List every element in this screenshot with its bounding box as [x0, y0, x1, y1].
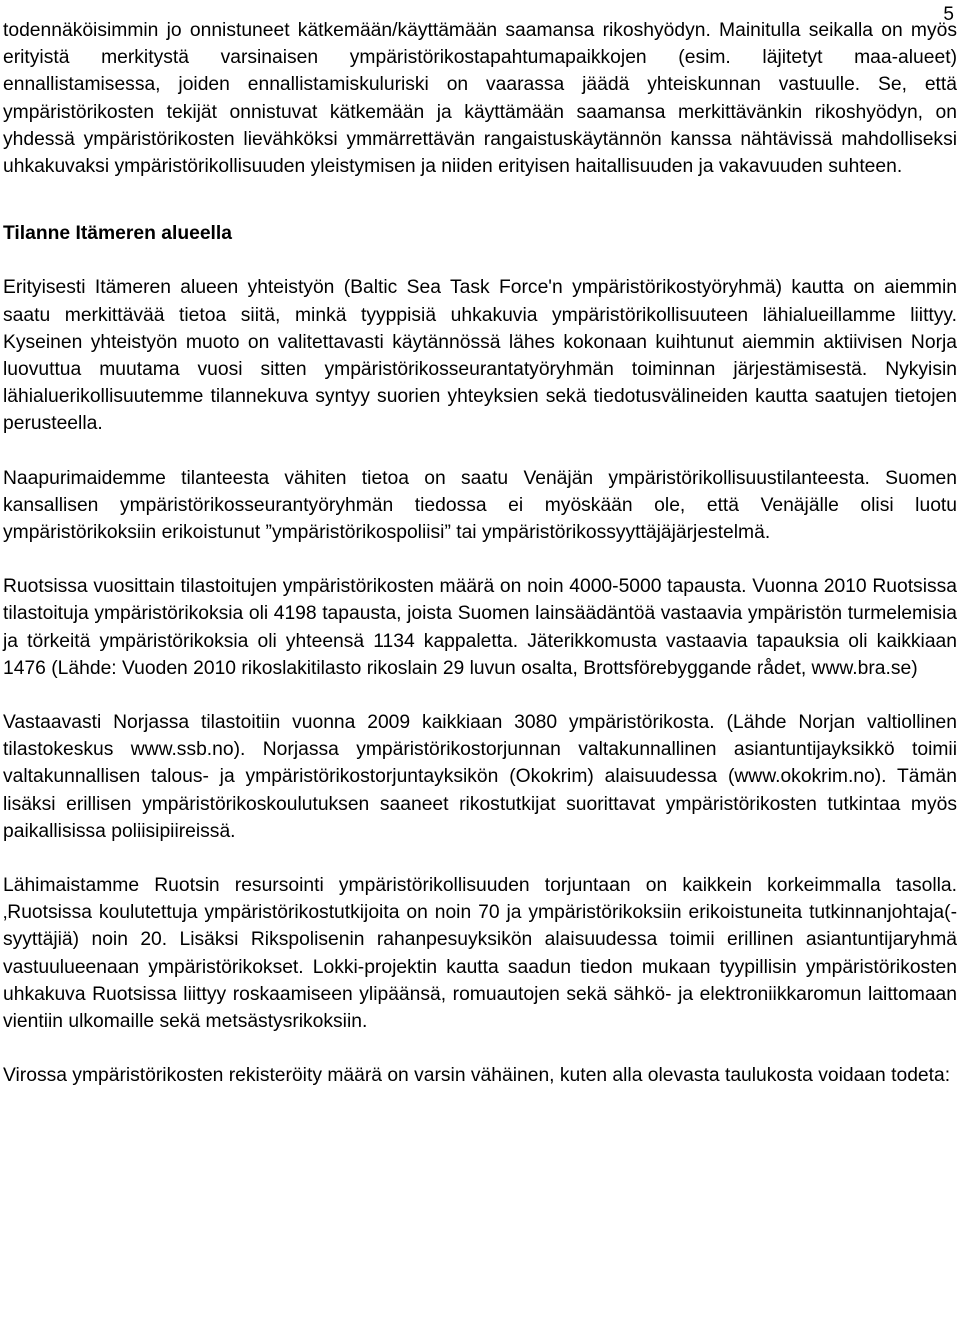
paragraph-russia: Naapurimaidemme tilanteesta vähiten tietoa on saatu Venäjän ympäristörikollisuustilanteesta. Suomen kansallisen ympäristörikosseurantyöryhmän tiedossa ei myöskään ole, että Venäjälle olisi luotu ympäristörikoksiin erikoistunut ”ympäristörikospoliisi” tai ympäristörikossyyttäjäjärjestelmä. — [3, 467, 957, 544]
paragraph-sweden-resources: Lähimaistamme Ruotsin resursointi ympäristörikollisuuden torjuntaan on kaikkein korkeimmalla tasolla. ‚Ruotsissa koulutettuja ympäristörikostutkijoita on noin 70 ja ympäristörikoksiin erikoistuneita tutkinnanjohtaja(-syyttäjiä) noin 20. Lisäksi Rikspolisenin rahanpesuyksikön alaisuudessa toimii erillinen asiantuntijaryhmä vastuulueenaan ympäristörikokset. Lokki-projektin kautta saadun tiedon mukaan tyypillisin ympäristörikosten uhkakuva Ruotsissa liittyy roskaamiseen ylipäänsä, romuautojen sekä sähkö- ja elektroniikkaromun laittomaan vientiin ulkomaille sekä metsästysrikoksiin. — [3, 875, 957, 1033]
spacer — [3, 1035, 957, 1062]
paragraph-sweden-statistics: Ruotsissa vuosittain tilastoitujen ympäristörikosten määrä on noin 4000-5000 tapausta. Vuonna 2010 Ruotsissa tilastoituja ympäristörikoksia oli 4198 tapausta, joista Suomen lainsäädäntöä vastaavia ympäristön turmelemisia ja törkeitä ympäristörikoksia oli yhteensä 1134 kappaletta. Jäterikkomusta vastaavia tapauksia oli kaikkiaan 1476 (Lähde: Vuoden 2010 rikoslakitilasto rikoslain 29 luvun osalta, Brottsförebyggande rådet, www.bra.se) — [3, 576, 957, 679]
spacer — [3, 682, 957, 709]
spacer — [3, 546, 957, 573]
spacer — [3, 438, 957, 465]
paragraph-estonia: Virossa ympäristörikosten rekisteröity määrä on varsin vähäinen, kuten alla olevasta taulukosta voidaan todeta: — [3, 1065, 951, 1087]
spacer — [3, 845, 957, 872]
spacer — [3, 180, 957, 220]
paragraph-intro: todennäköisimmin jo onnistuneet kätkemään/käyttämään saamansa rikoshyödyn. Mainitulla seikalla on myös erityistä merkitystä varsinaisen ympäristörikostapahtumapaikkojen (esim. läjitetyt maa-alueet) ennallistamisessa, joiden ennallistamiskuluriski on vaarassa jäädä yhteiskunnan vastuulle. Se, että ympäristörikosten tekijät onnistuvat kätkemään ja käyttämään saamansa merkittävänkin rikoshyödyn, on yhdessä ympäristörikosten lievähköksi ymmärrettävän rangaistuskäytännön kanssa nähtävissä mahdolliseksi uhkakuvaksi ympäristörikollisuuden yleistymisen ja niiden erityisen haitallisuuden ja vakavuuden suhteen. — [3, 20, 957, 178]
paragraph-baltic-cooperation: Erityisesti Itämeren alueen yhteistyön (Baltic Sea Task Force'n ympäristörikostyöryhmä) kautta on aiemmin saatu merkittävää tietoa siitä, minkä tyyppisiä uhkakuvia ympäristörikollisuuteen lähialueillamme liittyy. Kyseinen yhteistyön muoto on valitettavasti käytännössä lähes kokonaan kuihtunut aiemmin aktiivisen Norja luovuttua muutama vuosi sitten ympäristörikosseurantatyöryhmän toiminnan järjestämisestä. Nykyisin lähialuerikollisuutemme tilannekuva syntyy suorien yhteyksien sekä tiedotusvälineiden kautta saatujen tietojen perusteella. — [3, 277, 957, 435]
section-heading: Tilanne Itämeren alueella — [3, 223, 232, 245]
document-page — [3, 4, 957, 1090]
page-number: 5 — [943, 4, 954, 25]
spacer — [3, 247, 957, 274]
paragraph-norway: Vastaavasti Norjassa tilastoitiin vuonna 2009 kaikkiaan 3080 ympäristörikosta. (Lähde Norjan valtiollinen tilastokeskus www.ssb.no). Norjassa ympäristörikostorjunnan valtakunnallinen asiantuntijayksikkö toimii valtakunnallisen talous- ja ympäristörikostorjuntayksikön (Okokrim) alaisuudessa (www.okokrim.no). Tämän lisäksi erillisen ympäristörikoskoulutuksen saaneet rikostutkijat suorittavat ympäristörikosten tutkintaa myös paikallisissa poliisipiireissä. — [3, 712, 957, 842]
